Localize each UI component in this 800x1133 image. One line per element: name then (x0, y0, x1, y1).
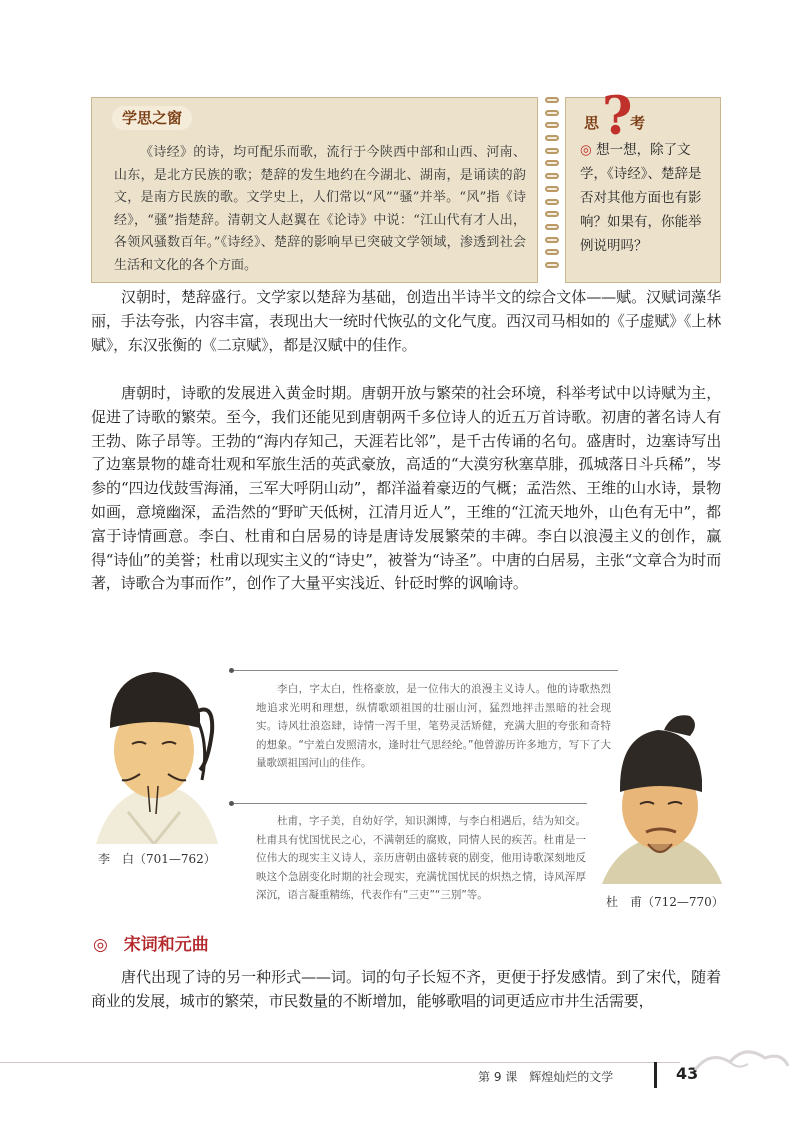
paragraph-han-fu: 汉朝时，楚辞盛行。文学家以楚辞为基础，创造出半诗半文的综合文体——赋。汉赋词藻华丽，手法夸张，内容丰富，表现出大一统时代恢弘的文化气度。西汉司马相如的《子虚赋》《上林赋》，东汉张衡的《二京赋》，都是汉赋中的佳作。 (91, 288, 721, 354)
think-question: 想一想，除了文学，《诗经》、楚辞是否对其他方面也有影响？如果有，你能举例说明吗？ (580, 142, 702, 254)
think-title-char-2: 考 (630, 114, 646, 132)
libai-bio-rule (232, 670, 618, 671)
section-heading (93, 930, 209, 955)
paragraph-song-ci: 唐代出现了诗的另一种形式——词。词的句子长短不齐，更便于抒发感情。到了宋代，随着商业的发展，城市的繁荣，市民数量的不断增加，能够歌唱的词更适应市井生活需要， (91, 968, 721, 1010)
page-number: 43 (676, 1064, 699, 1083)
section-title: 宋词和元曲 (123, 935, 209, 955)
footer-lesson-title: 第 9 课 辉煌灿烂的文学 (478, 1070, 614, 1084)
paragraph-tang-poetry: 唐朝时，诗歌的发展进入黄金时期。唐朝开放与繁荣的社会环境，科举考试中以诗赋为主，促进了诗歌的繁荣。至今，我们还能见到唐朝两千多位诗人的近五万首诗歌。初唐的著名诗人有王勃、陈子昂等。王勃的“海内存知己，天涯若比邻”，是千古传诵的名句。盛唐时，边塞诗写出了边塞景物的雄奇壮观和军旅生活的英武豪放，高适的“大漠穷秋塞草腓，孤城落日斗兵稀”，岑参的“四边伐鼓雪海涌，三军大呼阴山动”，都洋溢着豪迈的气概；孟浩然、王维的山水诗，景物如画，意境幽深，孟浩然的“野旷天低树，江清月近人”，王维的“江流天地外，山色有无中”，都 富于诗情画意。李白、杜甫和白居易的诗是唐诗发展繁荣的丰碑。李白以浪漫主义的创作，赢得“诗仙”的美誉；杜甫以现实主义的“诗史”，被誉为“诗圣”。中唐的白居易，主张“文章合为时而著，诗歌合为事而作”，创作了大量平实浅近、针砭时弊的讽喻诗。 (91, 384, 721, 593)
question-mark-icon: ? (602, 86, 633, 147)
study-window-text: 《诗经》的诗，均可配乐而歌，流行于今陕西中部和山西、河南、山东，是北方民族的歌；楚辞的发生地约在今湖北、湖南，是诵读的韵文，是南方民族的歌。文学史上，人们常以“风”“骚”并举。“风”指《诗经》，“骚”指楚辞。清朝文人赵翼在《论诗》中说：“江山代有才人出，各领风骚数百年。”《诗经》、楚辞的影响早已突破文学领域，渗透到社会生活和文化的各个方面。 (114, 145, 526, 273)
footer-divider (0, 1062, 680, 1063)
libai-bio: 李白，字太白，性格豪放，是一位伟大的浪漫主义诗人。他的诗歌热烈地追求光明和理想，纵情歌颂祖国的壮丽山河，猛烈地抨击黑暗的社会现实。诗风壮浪恣肆，诗情一泻千里，笔势灵活矫健，充满大胆的夸张和奇特的想象。“宁羞白发照清水，逢时壮气思经纶。”他曾游历许多地方，写下了大量歌颂祖国河山的佳作。 (256, 683, 611, 770)
think-title-char-1: 思 (584, 114, 600, 132)
study-window-title: 学思之窗 (112, 106, 192, 130)
bullet-icon: ◎ (580, 142, 592, 158)
dufu-bio-rule (232, 803, 587, 804)
think-title (578, 86, 648, 147)
think-text (580, 138, 710, 258)
think-box (565, 86, 721, 283)
dufu-caption: 杜 甫（712—770） (606, 895, 724, 909)
cloud-ornament-icon (690, 1040, 790, 1080)
dufu-bio: 杜甫，字子美，自幼好学，知识渊博，与李白相遇后，结为知交。杜甫具有忧国忧民之心，不满朝廷的腐败，同情人民的疾苦。杜甫是一位伟大的现实主义诗人，亲历唐朝由盛转衰的剧变，他用诗歌深刻地反映这个急剧变化时期的社会现实，充满忧国忧民的炽热之情，诗风浑厚深沉，语言凝重精练，代表作有“三吏”“三别”等。 (256, 815, 586, 902)
spiral-binding (541, 97, 563, 283)
footer-separator (654, 1062, 657, 1088)
libai-portrait (88, 662, 220, 844)
section-bullet-icon: ◎ (93, 935, 108, 955)
dufu-portrait (598, 706, 724, 884)
libai-caption: 李 白（701—762） (98, 852, 216, 866)
study-window-box (91, 97, 538, 283)
